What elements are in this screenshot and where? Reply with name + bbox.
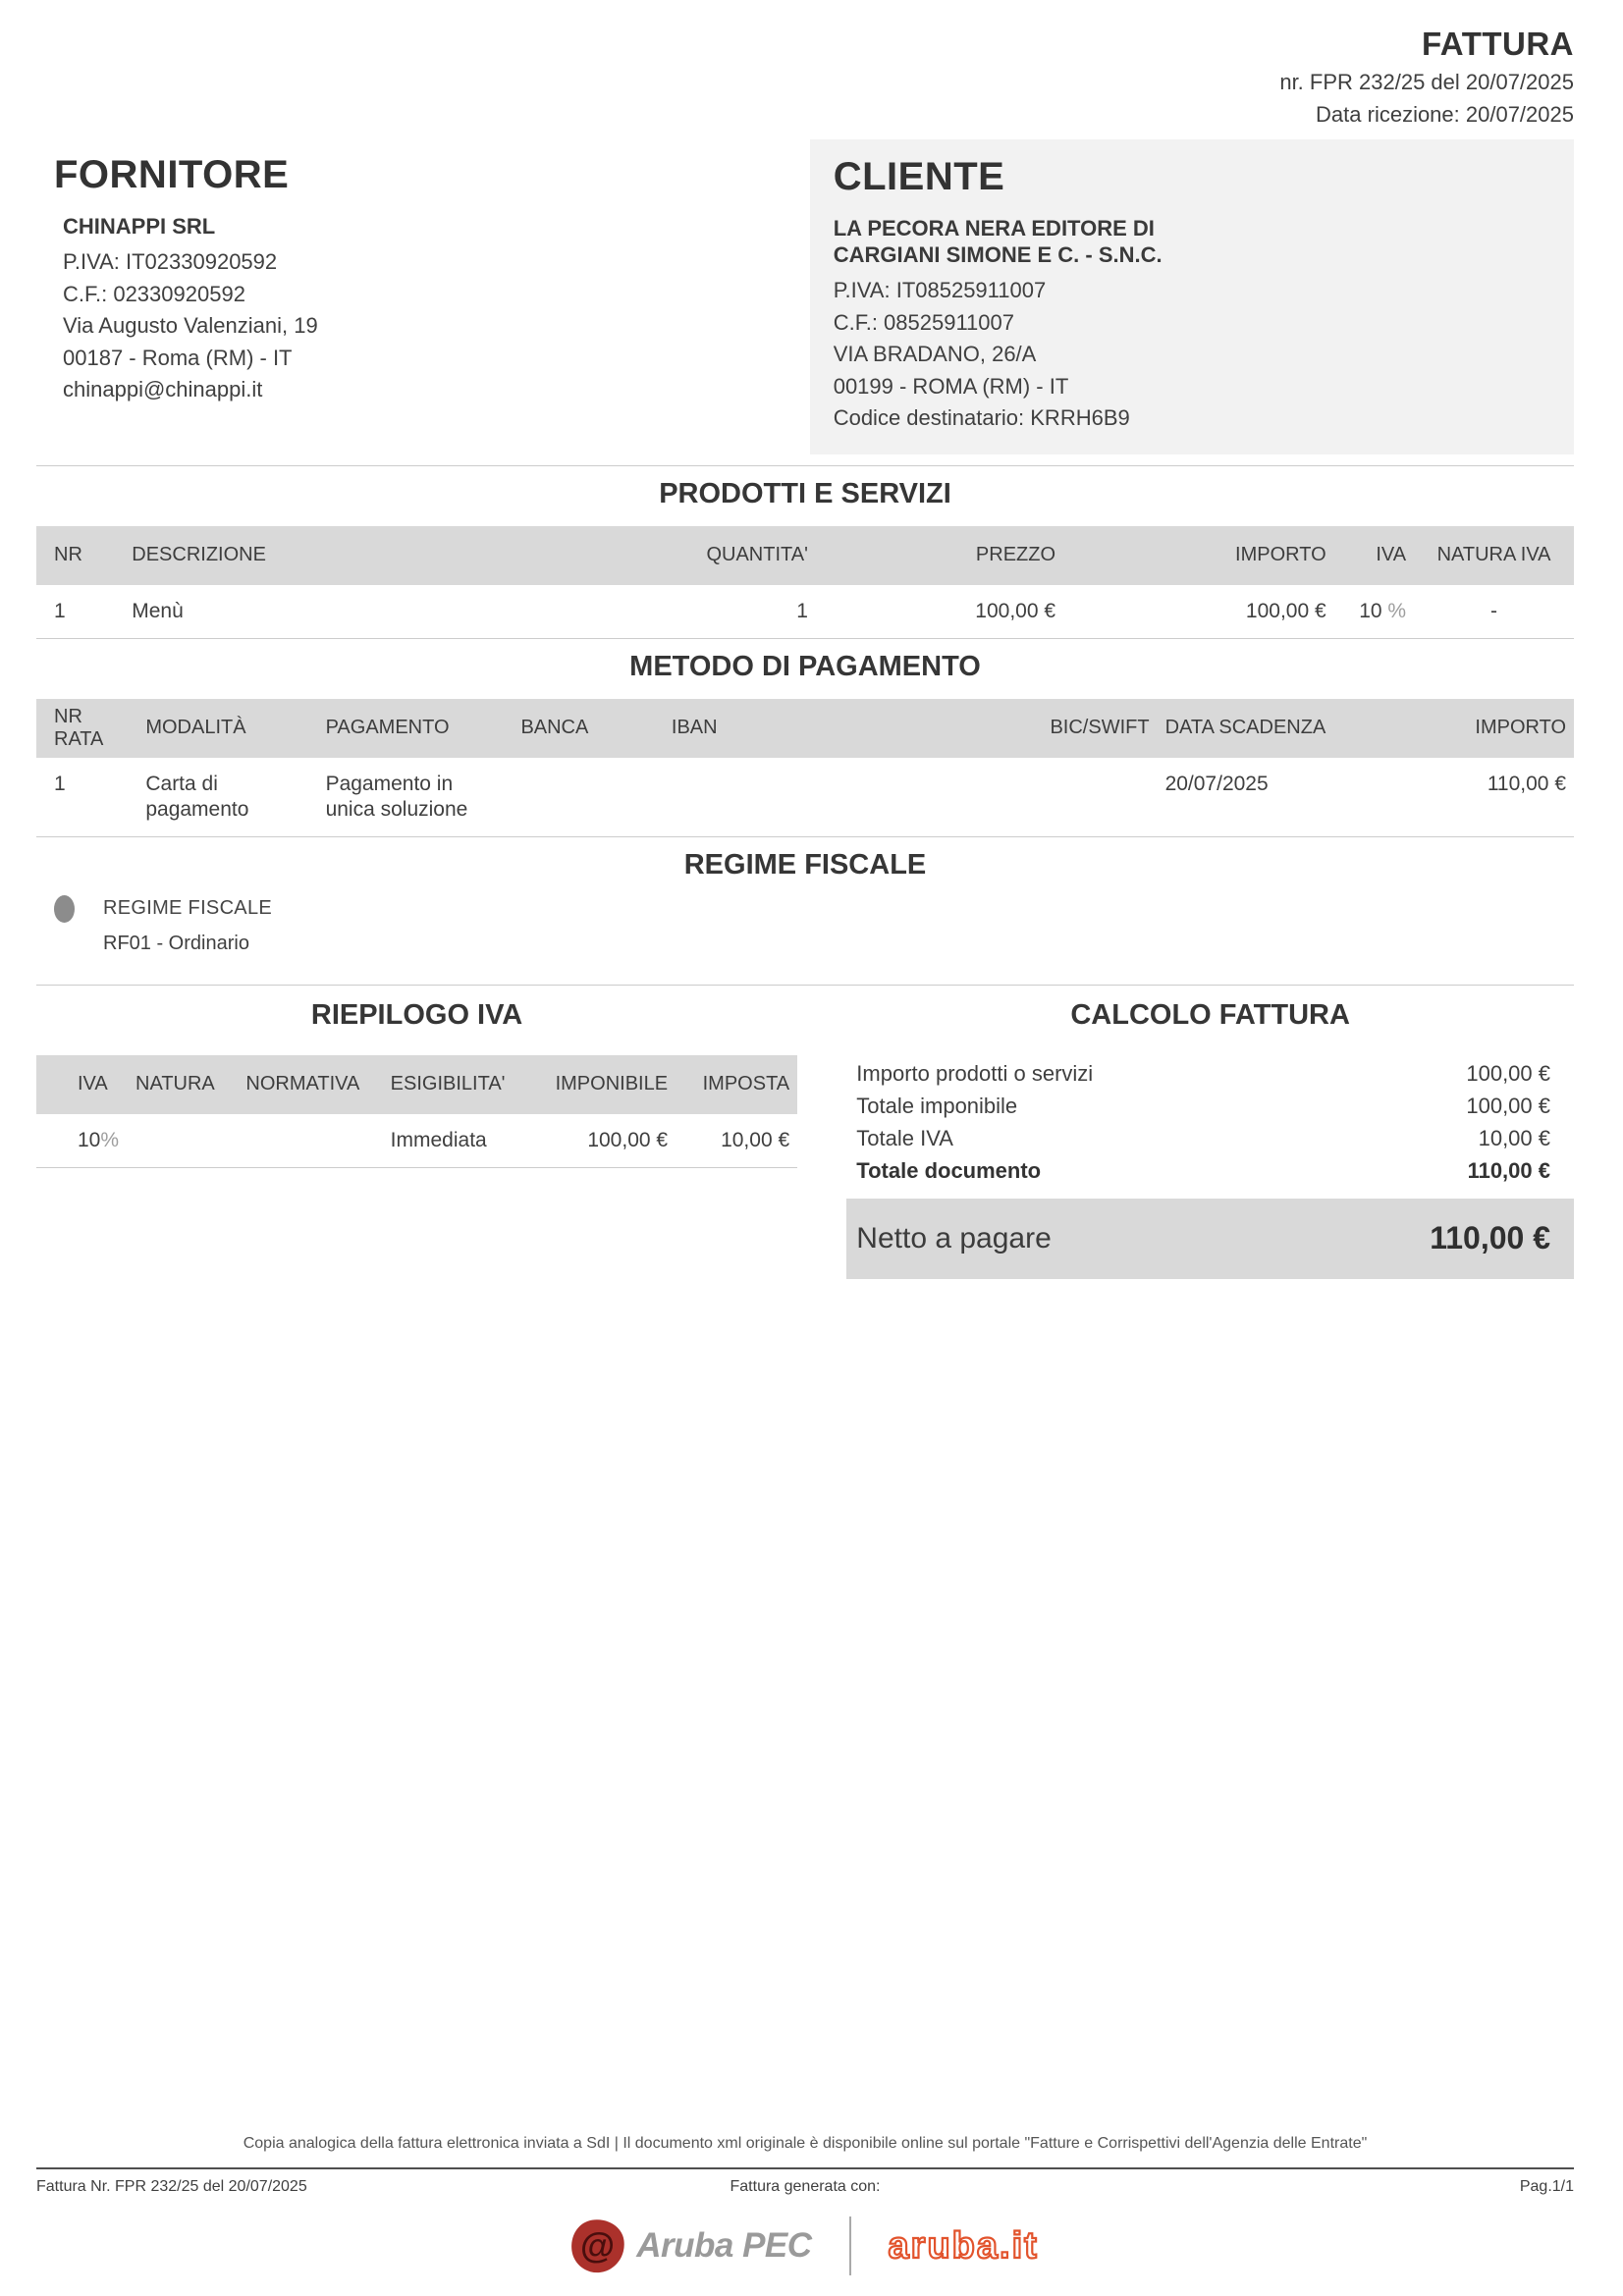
vat-rate: 10%: [78, 1128, 120, 1151]
payment-header-nr-rata: NR RATA: [54, 705, 104, 750]
percent-sign: %: [1387, 599, 1407, 622]
product-importo: 100,00 €: [1245, 599, 1326, 622]
calc-label: Totale IVA: [856, 1125, 953, 1150]
payment-bic-swift: [960, 758, 1157, 837]
customer-city: 00199 - ROMA (RM) - IT: [833, 373, 1069, 399]
payment-header-importo: IMPORTO: [1475, 717, 1566, 738]
vat-natura: [128, 1114, 238, 1168]
totals-section: [36, 985, 1574, 1279]
payment-header-pagamento: PAGAMENTO: [325, 717, 450, 738]
product-iva: 10 %: [1359, 599, 1407, 622]
footer-logos: [36, 2204, 1574, 2288]
vat-normativa: [238, 1114, 382, 1168]
tax-regime-label: REGIME FISCALE: [103, 897, 273, 919]
net-payable-box: [846, 1199, 1574, 1279]
vat-header-iva: IVA: [78, 1073, 108, 1095]
vat-header-imponibile: IMPONIBILE: [555, 1073, 669, 1095]
payment-data-scadenza: 20/07/2025: [1164, 772, 1269, 795]
footer-invoice-ref: Fattura Nr. FPR 232/25 del 20/07/2025: [36, 2178, 307, 2195]
calc-row-totale-imponibile: [856, 1090, 1550, 1122]
product-row: [36, 585, 1574, 639]
aruba-it-wordmark: aruba.it: [888, 2224, 1039, 2267]
product-prezzo: 100,00 €: [975, 599, 1056, 622]
document-title: FATTURA: [1421, 26, 1574, 62]
calc-value: 110,00 €: [1467, 1157, 1550, 1183]
product-natura-iva: -: [1490, 599, 1498, 622]
calc-label: Totale documento: [856, 1157, 1042, 1183]
payment-pagamento: Pagamento in unica soluzione: [325, 772, 468, 821]
payment-importo: 110,00 €: [1487, 772, 1566, 795]
footer-divider: [36, 2167, 1574, 2169]
product-quantita: 1: [796, 599, 808, 622]
products-header-row: [36, 526, 1574, 585]
supplier-details: [54, 213, 759, 406]
vat-summary-table: [36, 1055, 797, 1168]
products-header-quantita: QUANTITA': [706, 544, 808, 565]
vat-header-natura: NATURA: [135, 1073, 215, 1095]
payment-header-banca: BANCA: [520, 717, 589, 738]
calc-value: 100,00 €: [1466, 1093, 1550, 1118]
payment-table: [36, 699, 1574, 837]
payment-header-iban: IBAN: [671, 717, 718, 738]
customer-address: VIA BRADANO, 26/A: [833, 342, 1037, 366]
customer-piva: P.IVA: IT08525911007: [833, 278, 1047, 302]
vat-row: [36, 1114, 797, 1168]
vat-esigibilita: Immediata: [390, 1128, 487, 1151]
parties-section: [36, 139, 1574, 454]
vat-header-normativa: NORMATIVA: [245, 1073, 360, 1095]
net-payable-value: 110,00 €: [1430, 1220, 1550, 1255]
supplier-block: [36, 139, 759, 454]
invoice-number-line: nr. FPR 232/25 del 20/07/2025: [1279, 70, 1574, 94]
footer-disclaimer: Copia analogica della fattura elettronica inviata a SdI | Il documento xml originale è disponibile online sul portale "Fatture e Corrispettivi dell'Agenzia delle Entrate": [243, 2135, 1368, 2152]
tax-regime-section-title: REGIME FISCALE: [683, 848, 927, 881]
net-payable-label: Netto a pagare: [856, 1221, 1052, 1255]
payment-iban: [664, 758, 960, 837]
logo-divider: [849, 2216, 851, 2275]
invoice-calculation-title: CALCOLO FATTURA: [1070, 998, 1350, 1031]
vat-summary-block: [36, 986, 797, 1279]
supplier-piva: P.IVA: IT02330920592: [63, 249, 278, 274]
supplier-address: Via Augusto Valenziani, 19: [63, 313, 318, 338]
payment-section-title: METODO DI PAGAMENTO: [629, 650, 981, 682]
products-section-title: PRODOTTI E SERVIZI: [659, 477, 951, 509]
vat-header-imposta: IMPOSTA: [702, 1073, 790, 1095]
customer-name: LA PECORA NERA EDITORE DI CARGIANI SIMONE E C. - S.N.C.: [833, 216, 1163, 267]
payment-header-modalita: MODALITÀ: [145, 717, 246, 738]
footer-info-row: [36, 2178, 1574, 2196]
calc-value: 10,00 €: [1478, 1125, 1550, 1150]
vat-header-esigibilita: ESIGIBILITA': [390, 1073, 506, 1095]
customer-cf: C.F.: 08525911007: [833, 309, 1014, 335]
products-header-prezzo: PREZZO: [975, 544, 1056, 565]
aruba-pec-wordmark: Aruba PEC: [636, 2226, 812, 2265]
supplier-name: CHINAPPI SRL: [63, 214, 216, 239]
product-nr: 1: [54, 599, 66, 622]
payment-banca: [513, 758, 663, 837]
payment-row: [36, 758, 1574, 837]
supplier-city: 00187 - Roma (RM) - IT: [63, 345, 293, 370]
document-header: [36, 26, 1574, 128]
tax-regime-row: [54, 895, 1574, 923]
product-descrizione: Menù: [132, 599, 184, 622]
customer-block: [810, 139, 1574, 454]
tax-regime-value: RF01 - Ordinario: [103, 932, 249, 954]
supplier-email: chinappi@chinappi.it: [63, 377, 263, 401]
payment-header-row: [36, 699, 1574, 758]
calc-value: 100,00 €: [1466, 1060, 1550, 1086]
products-header-importo: IMPORTO: [1235, 544, 1326, 565]
vat-header-row: [36, 1055, 797, 1114]
customer-codice-destinatario: Codice destinatario: KRRH6B9: [833, 405, 1130, 430]
calc-label: Totale imponibile: [856, 1093, 1018, 1118]
payment-modalita: Carta di pagamento: [145, 772, 249, 821]
products-header-iva: IVA: [1376, 544, 1407, 565]
products-header-natura-iva: NATURA IVA: [1436, 544, 1551, 565]
invoice-calculation-block: [846, 986, 1574, 1279]
invoice-calculation-rows: [846, 1057, 1574, 1187]
tax-regime-section: [36, 849, 1574, 971]
supplier-cf: C.F.: 02330920592: [63, 281, 245, 306]
payment-nr-rata: 1: [54, 772, 66, 795]
percent-sign: %: [100, 1128, 120, 1151]
supplier-title: FORNITORE: [54, 153, 290, 196]
calc-row-importo-prodotti: [856, 1057, 1550, 1090]
footer-page-number: Pag.1/1: [1519, 2178, 1574, 2195]
bullet-icon: [54, 895, 75, 923]
customer-details: [834, 215, 1550, 435]
products-table: [36, 526, 1574, 639]
payment-section: [36, 651, 1574, 837]
calc-row-totale-iva: [856, 1122, 1550, 1154]
reception-date-line: Data ricezione: 20/07/2025: [1316, 102, 1574, 127]
customer-title: CLIENTE: [833, 155, 1005, 198]
aruba-seal-icon: @: [568, 2216, 628, 2276]
products-section: [36, 465, 1574, 639]
vat-summary-title: RIEPILOGO IVA: [310, 998, 523, 1031]
payment-header-bic-swift: BIC/SWIFT: [1050, 717, 1150, 738]
payment-header-data-scadenza: DATA SCADENZA: [1164, 717, 1326, 738]
tax-regime-body: [36, 881, 1574, 971]
products-header-nr: NR: [54, 544, 82, 565]
calc-label: Importo prodotti o servizi: [856, 1060, 1094, 1086]
footer-generated-with: Fattura generata con:: [730, 2178, 881, 2195]
aruba-pec-logo: [571, 2219, 811, 2272]
page-footer: [36, 2135, 1574, 2288]
vat-imponibile: 100,00 €: [587, 1128, 669, 1151]
calc-row-totale-documento: [856, 1154, 1550, 1187]
products-header-descrizione: DESCRIZIONE: [132, 544, 266, 565]
vat-imposta: 10,00 €: [721, 1128, 790, 1151]
